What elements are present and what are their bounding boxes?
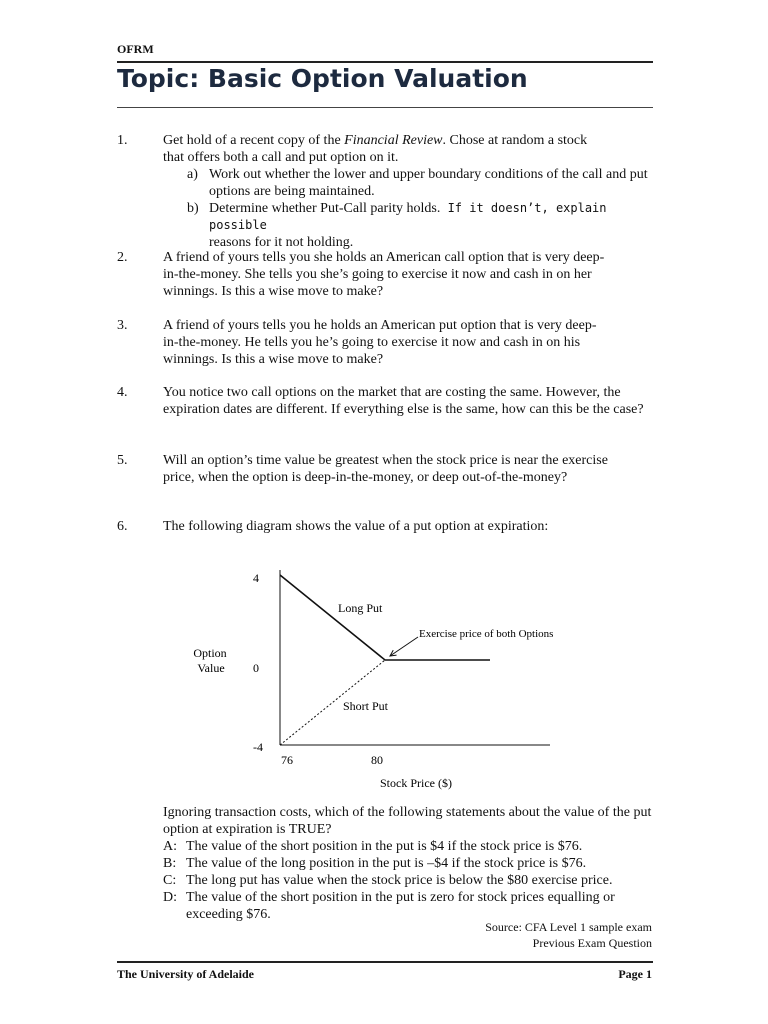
q1-text: Get hold of a recent copy of the — [163, 133, 345, 148]
course-code: OFRM — [117, 42, 154, 56]
y-tick-4: 4 — [253, 571, 259, 585]
q1-subpart-b: b) Determine whether Put-Call parity holds. If it doesn’t, explain possible reasons for it not holding. — [187, 201, 607, 250]
y-tick-neg4: -4 — [253, 740, 263, 754]
long-put-series-line — [280, 575, 490, 660]
exercise-price-annotation: Exercise price of both Options — [419, 628, 554, 640]
answer-option-d: D: The value of the short position in the put is zero for stock prices equalling or exceeding $76. — [163, 890, 615, 922]
q1-publication: Financial Review — [344, 133, 443, 148]
answer-option-b: B: The value of the long position in the put is –$4 if the stock price is $76. — [163, 856, 587, 871]
long-put-label: Long Put — [338, 601, 383, 615]
question-number: 1. — [117, 133, 128, 148]
footer-institution: The University of Adelaide — [117, 967, 254, 981]
annotation-arrow — [390, 637, 418, 656]
answer-option-c: C: The long put has value when the stock price is below the $80 exercise price. — [163, 873, 613, 888]
y-axis-label-1: Option — [193, 646, 227, 660]
q1-subpart-a: a) Work out whether the lower and upper boundary conditions of the call and put options are being maintained. — [187, 167, 648, 199]
short-put-label: Short Put — [343, 699, 389, 713]
page-title: Topic: Basic Option Valuation — [117, 64, 528, 93]
q1-text-end: . Chose at random a stock — [442, 133, 588, 148]
q1-text-line2: that offers both a call and put option on it. — [163, 150, 399, 165]
x-axis-label: Stock Price ($) — [380, 776, 452, 790]
y-axis-label-2: Value — [197, 661, 225, 675]
source-note: Source: CFA Level 1 sample exam Previous Exam Question — [485, 920, 652, 950]
x-tick-76: 76 — [281, 753, 293, 767]
answer-block — [163, 804, 655, 923]
y-tick-0: 0 — [253, 661, 259, 675]
page-number: Page 1 — [618, 967, 652, 981]
footer-rule — [117, 961, 653, 963]
x-tick-80: 80 — [371, 753, 383, 767]
answer-intro: Ignoring transaction costs, which of the following statements about the value of the put option at expiration is TRUE? — [163, 805, 652, 837]
answer-option-a: A: The value of the short position in the put is $4 if the stock price is $76. — [163, 839, 583, 854]
